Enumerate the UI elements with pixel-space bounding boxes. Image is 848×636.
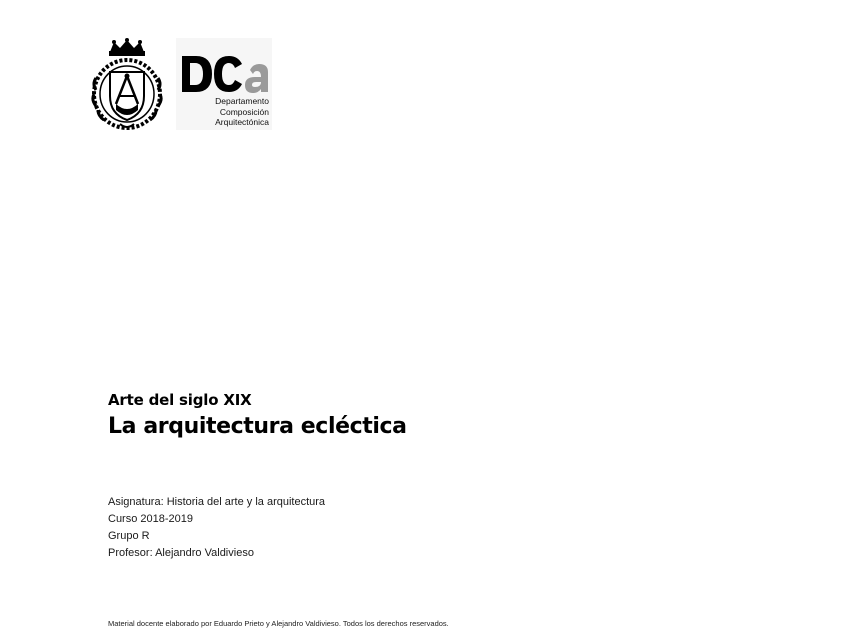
- document-title: La arquitectura ecléctica: [108, 414, 407, 439]
- document-subtitle: Arte del siglo XIX: [108, 391, 252, 409]
- dca-caption-line-2: Composición: [219, 106, 269, 117]
- group-line: Grupo R: [108, 530, 150, 542]
- dca-logo-mark: [180, 50, 270, 94]
- professor-line: Profesor: Alejandro Valdivieso: [108, 547, 254, 559]
- course-year-line: Curso 2018-2019: [108, 513, 194, 525]
- subject-line: Asignatura: Historia del arte y la arquitectura: [108, 496, 326, 508]
- title-block: [108, 390, 748, 442]
- dca-caption: [177, 96, 269, 128]
- dca-caption-line-1: Departamento: [215, 96, 269, 106]
- copyright-footer: Material docente elaborado por Eduardo Prieto y Alejandro Valdivieso. Todos los derechos reservados.: [108, 619, 449, 628]
- dca-caption-line-3: Arquitectónica: [215, 117, 269, 127]
- course-info: [108, 494, 748, 562]
- university-crest-icon: [90, 38, 164, 132]
- department-logo: [176, 38, 272, 130]
